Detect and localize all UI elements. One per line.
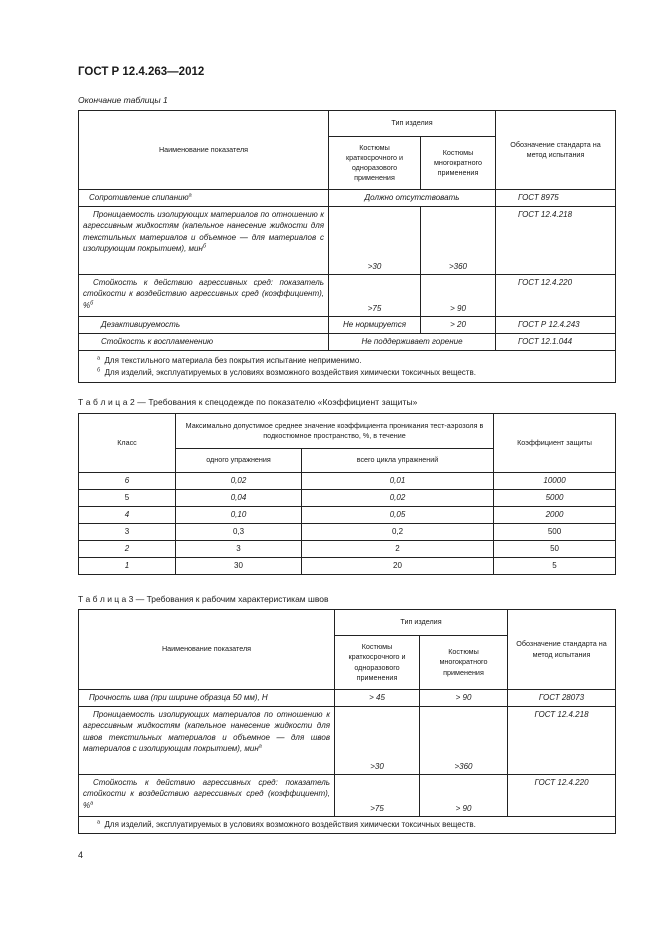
table2-caption: Т а б л и ц а 2 — Требования к спецодежде по показателю «Коэффициент защиты» (78, 397, 418, 407)
note: $^а$ Для текстильного материала без покрытия испытание неприменимо. (97, 355, 362, 365)
t1-cell-reusable: > 90 (421, 275, 496, 317)
note: $^б$ Для изделий, эксплуатируемых в условиях возможного воздействия химически токсичных веществ. (97, 366, 476, 377)
t2-cell-one: 30 (176, 558, 302, 575)
t3-head-reusable: Костюмы многократного применения (420, 636, 508, 690)
page-number: 4 (78, 850, 84, 860)
t3-cell-name: Проницаемость изолирующих материалов по отношению к агрессивным жидкостям (капельное нанесение жидкости для швов текстильных материалов и объемное — для швов материалов с изолирующим покрытием), мин$^а$ (79, 707, 335, 775)
table-row (79, 707, 616, 775)
t3-cell-short: > 45 (335, 690, 420, 707)
t2-cell-class: 4 (79, 507, 176, 524)
t2-cell-coef: 5000 (494, 490, 616, 507)
t1-cell-short: >75 (329, 275, 421, 317)
t2-cell-one: 0,10 (176, 507, 302, 524)
t1-cell-reusable: > 20 (421, 317, 496, 334)
table-row (79, 275, 616, 317)
table-row (79, 775, 616, 817)
t1-cell-standard: ГОСТ Р 12.4.243 (496, 317, 616, 334)
t3-cell-short: >75 (335, 775, 420, 817)
table1 (78, 110, 616, 383)
t3-head-indicator: Наименование показателя (79, 610, 335, 690)
table3 (78, 609, 616, 834)
table1-caption: Окончание таблицы 1 (78, 95, 168, 105)
t2-head-max-value: Максимально допустимое среднее значение коэффициента проникания тест-аэрозоля в подкостюмное пространство, %, в течение (176, 414, 494, 449)
t3-cell-reusable: > 90 (420, 690, 508, 707)
document-header: ГОСТ Р 12.4.263—2012 (78, 66, 205, 78)
t3-cell-standard: ГОСТ 12.4.218 (508, 707, 616, 775)
table-row (79, 473, 616, 490)
t3-cell-reusable: > 90 (420, 775, 508, 817)
table-notes (79, 351, 616, 383)
t2-head-coef: Коэффициент защиты (494, 414, 616, 473)
table-row (79, 490, 616, 507)
t3-head-product-type: Тип изделия (335, 610, 508, 636)
t3-cell-reusable: >360 (420, 707, 508, 775)
t1-cell-standard: ГОСТ 12.4.218 (496, 207, 616, 275)
t2-head-one-exercise: одного упражнения (176, 449, 302, 473)
note: $^а$ Для изделий, эксплуатируемых в условиях возможного воздействия химически токсичных веществ. (97, 819, 476, 829)
table-row (79, 524, 616, 541)
t2-cell-coef: 5 (494, 558, 616, 575)
t1-cell-value: Должно отсутствовать (329, 190, 496, 207)
t1-cell-name: Проницаемость изолирующих материалов по отношению к агрессивным жидкостям (капельное нанесение жидкости для текстильных материалов и объемное — для материалов с изолирующим покрытием), мин$^б$ (79, 207, 329, 275)
t3-cell-standard: ГОСТ 28073 (508, 690, 616, 707)
t2-cell-one: 3 (176, 541, 302, 558)
t2-cell-coef: 10000 (494, 473, 616, 490)
t1-head-short-term: Костюмы краткосрочного и одноразового применения (329, 137, 421, 190)
t3-cell-name: Стойкость к действию агрессивных сред: показатель стойкости к воздействию агрессивных сред (коэффициент), %$^а$ (79, 775, 335, 817)
t2-cell-cycle: 0,02 (302, 490, 494, 507)
table-row (79, 317, 616, 334)
table2 (78, 413, 616, 575)
table-row (79, 207, 616, 275)
t2-cell-cycle: 0,01 (302, 473, 494, 490)
table-row (79, 507, 616, 524)
table-row (79, 541, 616, 558)
t2-cell-class: 1 (79, 558, 176, 575)
t2-cell-class: 3 (79, 524, 176, 541)
t2-cell-class: 5 (79, 490, 176, 507)
table-row (79, 190, 616, 207)
t2-cell-class: 6 (79, 473, 176, 490)
t1-cell-value: Не поддерживает горение (329, 334, 496, 351)
t2-cell-coef: 2000 (494, 507, 616, 524)
t1-cell-reusable: >360 (421, 207, 496, 275)
t1-cell-name: Стойкость к действию агрессивных сред: показатель стойкости к воздействию агрессивных сред (коэффициент), %$^б$ (79, 275, 329, 317)
t1-head-product-type: Тип изделия (329, 111, 496, 137)
t2-head-class: Класс (79, 414, 176, 473)
t1-cell-standard: ГОСТ 12.1.044 (496, 334, 616, 351)
t2-cell-one: 0,3 (176, 524, 302, 541)
t2-cell-cycle: 0,05 (302, 507, 494, 524)
t1-cell-name: Стойкость к воспламенению (79, 334, 329, 351)
t1-head-standard: Обозначение стандарта на метод испытания (496, 111, 616, 190)
t2-cell-coef: 50 (494, 541, 616, 558)
t3-cell-short: >30 (335, 707, 420, 775)
t1-head-indicator: Наименование показателя (79, 111, 329, 190)
table3-caption: Т а б л и ц а 3 — Требования к рабочим характеристикам швов (78, 594, 329, 604)
table-row (79, 558, 616, 575)
t2-head-full-cycle: всего цикла упражнений (302, 449, 494, 473)
t2-cell-cycle: 20 (302, 558, 494, 575)
t3-head-short-term: Костюмы краткосрочного и одноразового применения (335, 636, 420, 690)
t1-head-reusable: Костюмы многократного применения (421, 137, 496, 190)
t1-cell-name: Дезактивируемость (79, 317, 329, 334)
t2-cell-cycle: 0,2 (302, 524, 494, 541)
t2-cell-coef: 500 (494, 524, 616, 541)
t2-cell-class: 2 (79, 541, 176, 558)
t1-cell-short: >30 (329, 207, 421, 275)
t2-cell-one: 0,04 (176, 490, 302, 507)
table-row (79, 334, 616, 351)
t1-cell-standard: ГОСТ 12.4.220 (496, 275, 616, 317)
t3-head-standard: Обозначение стандарта на метод испытания (508, 610, 616, 690)
table-notes (79, 817, 616, 834)
t2-cell-cycle: 2 (302, 541, 494, 558)
table-row (79, 690, 616, 707)
t3-cell-standard: ГОСТ 12.4.220 (508, 775, 616, 817)
t1-cell-short: Не нормируется (329, 317, 421, 334)
t1-cell-standard: ГОСТ 8975 (496, 190, 616, 207)
t2-cell-one: 0,02 (176, 473, 302, 490)
t3-cell-name: Прочность шва (при ширине образца 50 мм), Н (79, 690, 335, 707)
t1-cell-name: Сопротивление спипанию$^а$ (79, 190, 329, 207)
